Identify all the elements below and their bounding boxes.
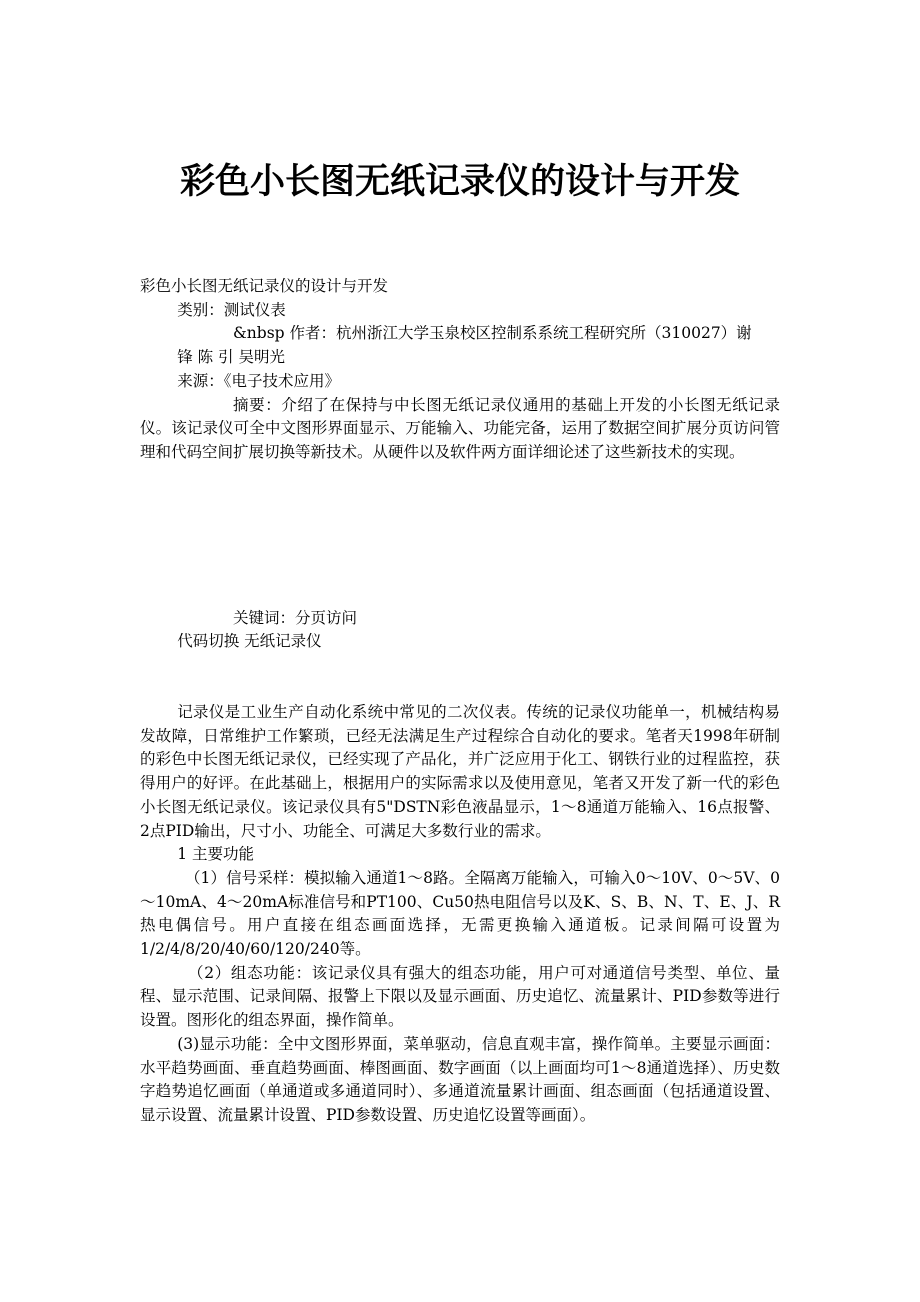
abstract-paragraph: 摘要：介绍了在保持与中长图无纸记录仪通用的基础上开发的小长图无纸记录仪。该记录仪可全中文图形界面显示、万能输入、功能完备，运用了数据空间扩展分页访问管理和代码空间扩展切换等新技术。从硬件以及软件两方面详细论述了这些新技术的实现。 xyxy=(140,395,780,461)
subtitle: 彩色小长图无纸记录仪的设计与开发 xyxy=(140,277,389,295)
keywords-continuation: 代码切换 无纸记录仪 xyxy=(177,632,322,651)
spacer xyxy=(140,654,780,701)
spacer xyxy=(140,536,780,607)
authors-names: 锋 陈 引 吴明光 xyxy=(177,348,285,367)
document-title: 彩色小长图无纸记录仪的设计与开发 xyxy=(179,162,740,202)
function-item-config: （2）组态功能：该记录仪具有强大的组态功能，用户可对通道信号类型、单位、量程、显示范围、记录间隔、报警上下限以及显示画面、历史追忆、流量累计、PID参数等进行设置。图形化的组态界面，操作简单。 xyxy=(140,963,780,1030)
document-body xyxy=(140,275,780,1128)
function-item-display: (3)显示功能：全中文图形界面，菜单驱动，信息直观丰富，操作简单。主要显示画面：水平趋势画面、垂直趋势画面、棒图画面、数字画面（以上画面均可1～8通道选择）、历史数字趋势追忆画面（单通道或多通道同时）、多通道流量累计画面、组态画面（包括通道设置、显示设置、流量累计设置、PID参数设置、历史追忆设置等画面）。 xyxy=(140,1034,780,1124)
authors-line: &nbsp 作者：杭州浙江大学玉泉校区控制系系统工程研究所（310027）谢 xyxy=(233,324,752,343)
intro-paragraph: 记录仪是工业生产自动化系统中常见的二次仪表。传统的记录仪功能单一，机械结构易发故障，日常维护工作繁琐，已经无法满足生产过程综合自动化的要求。笔者天1998年研制的彩色中长图无纸记录仪，已经实现了产品化，并广泛应用于化工、钢铁行业的过程监控，获得用户的好评。在此基础上，根据用户的实际需求以及使用意见，笔者又开发了新一代的彩色小长图无纸记录仪。该记录仪具有5"DSTN彩色液晶显示，1～8通道万能输入、16点报警、2点PID输出，尺寸小、功能全、可满足大多数行业的需求。 xyxy=(140,703,780,840)
keywords-line: 关键词：分页访问 xyxy=(233,608,358,627)
function-item-sampling: （1）信号采样：模拟输入通道1～8路。全隔离万能输入，可输入0～10V、0～5V、0～10mA、4～20mA标准信号和PT100、Cu50热电阻信号以及K、S、B、N、T、E、J、R热电偶信号。用户直接在组态画面选择，无需更换输入通道板。记录间隔可设置为1/2/4/8/20/40/60/120/240等。 xyxy=(140,868,780,959)
source-line: 来源：《电子技术应用》 xyxy=(177,371,340,390)
spacer xyxy=(140,465,780,536)
category-line: 类别：测试仪表 xyxy=(177,300,286,319)
section-heading: 1 主要功能 xyxy=(177,845,254,864)
